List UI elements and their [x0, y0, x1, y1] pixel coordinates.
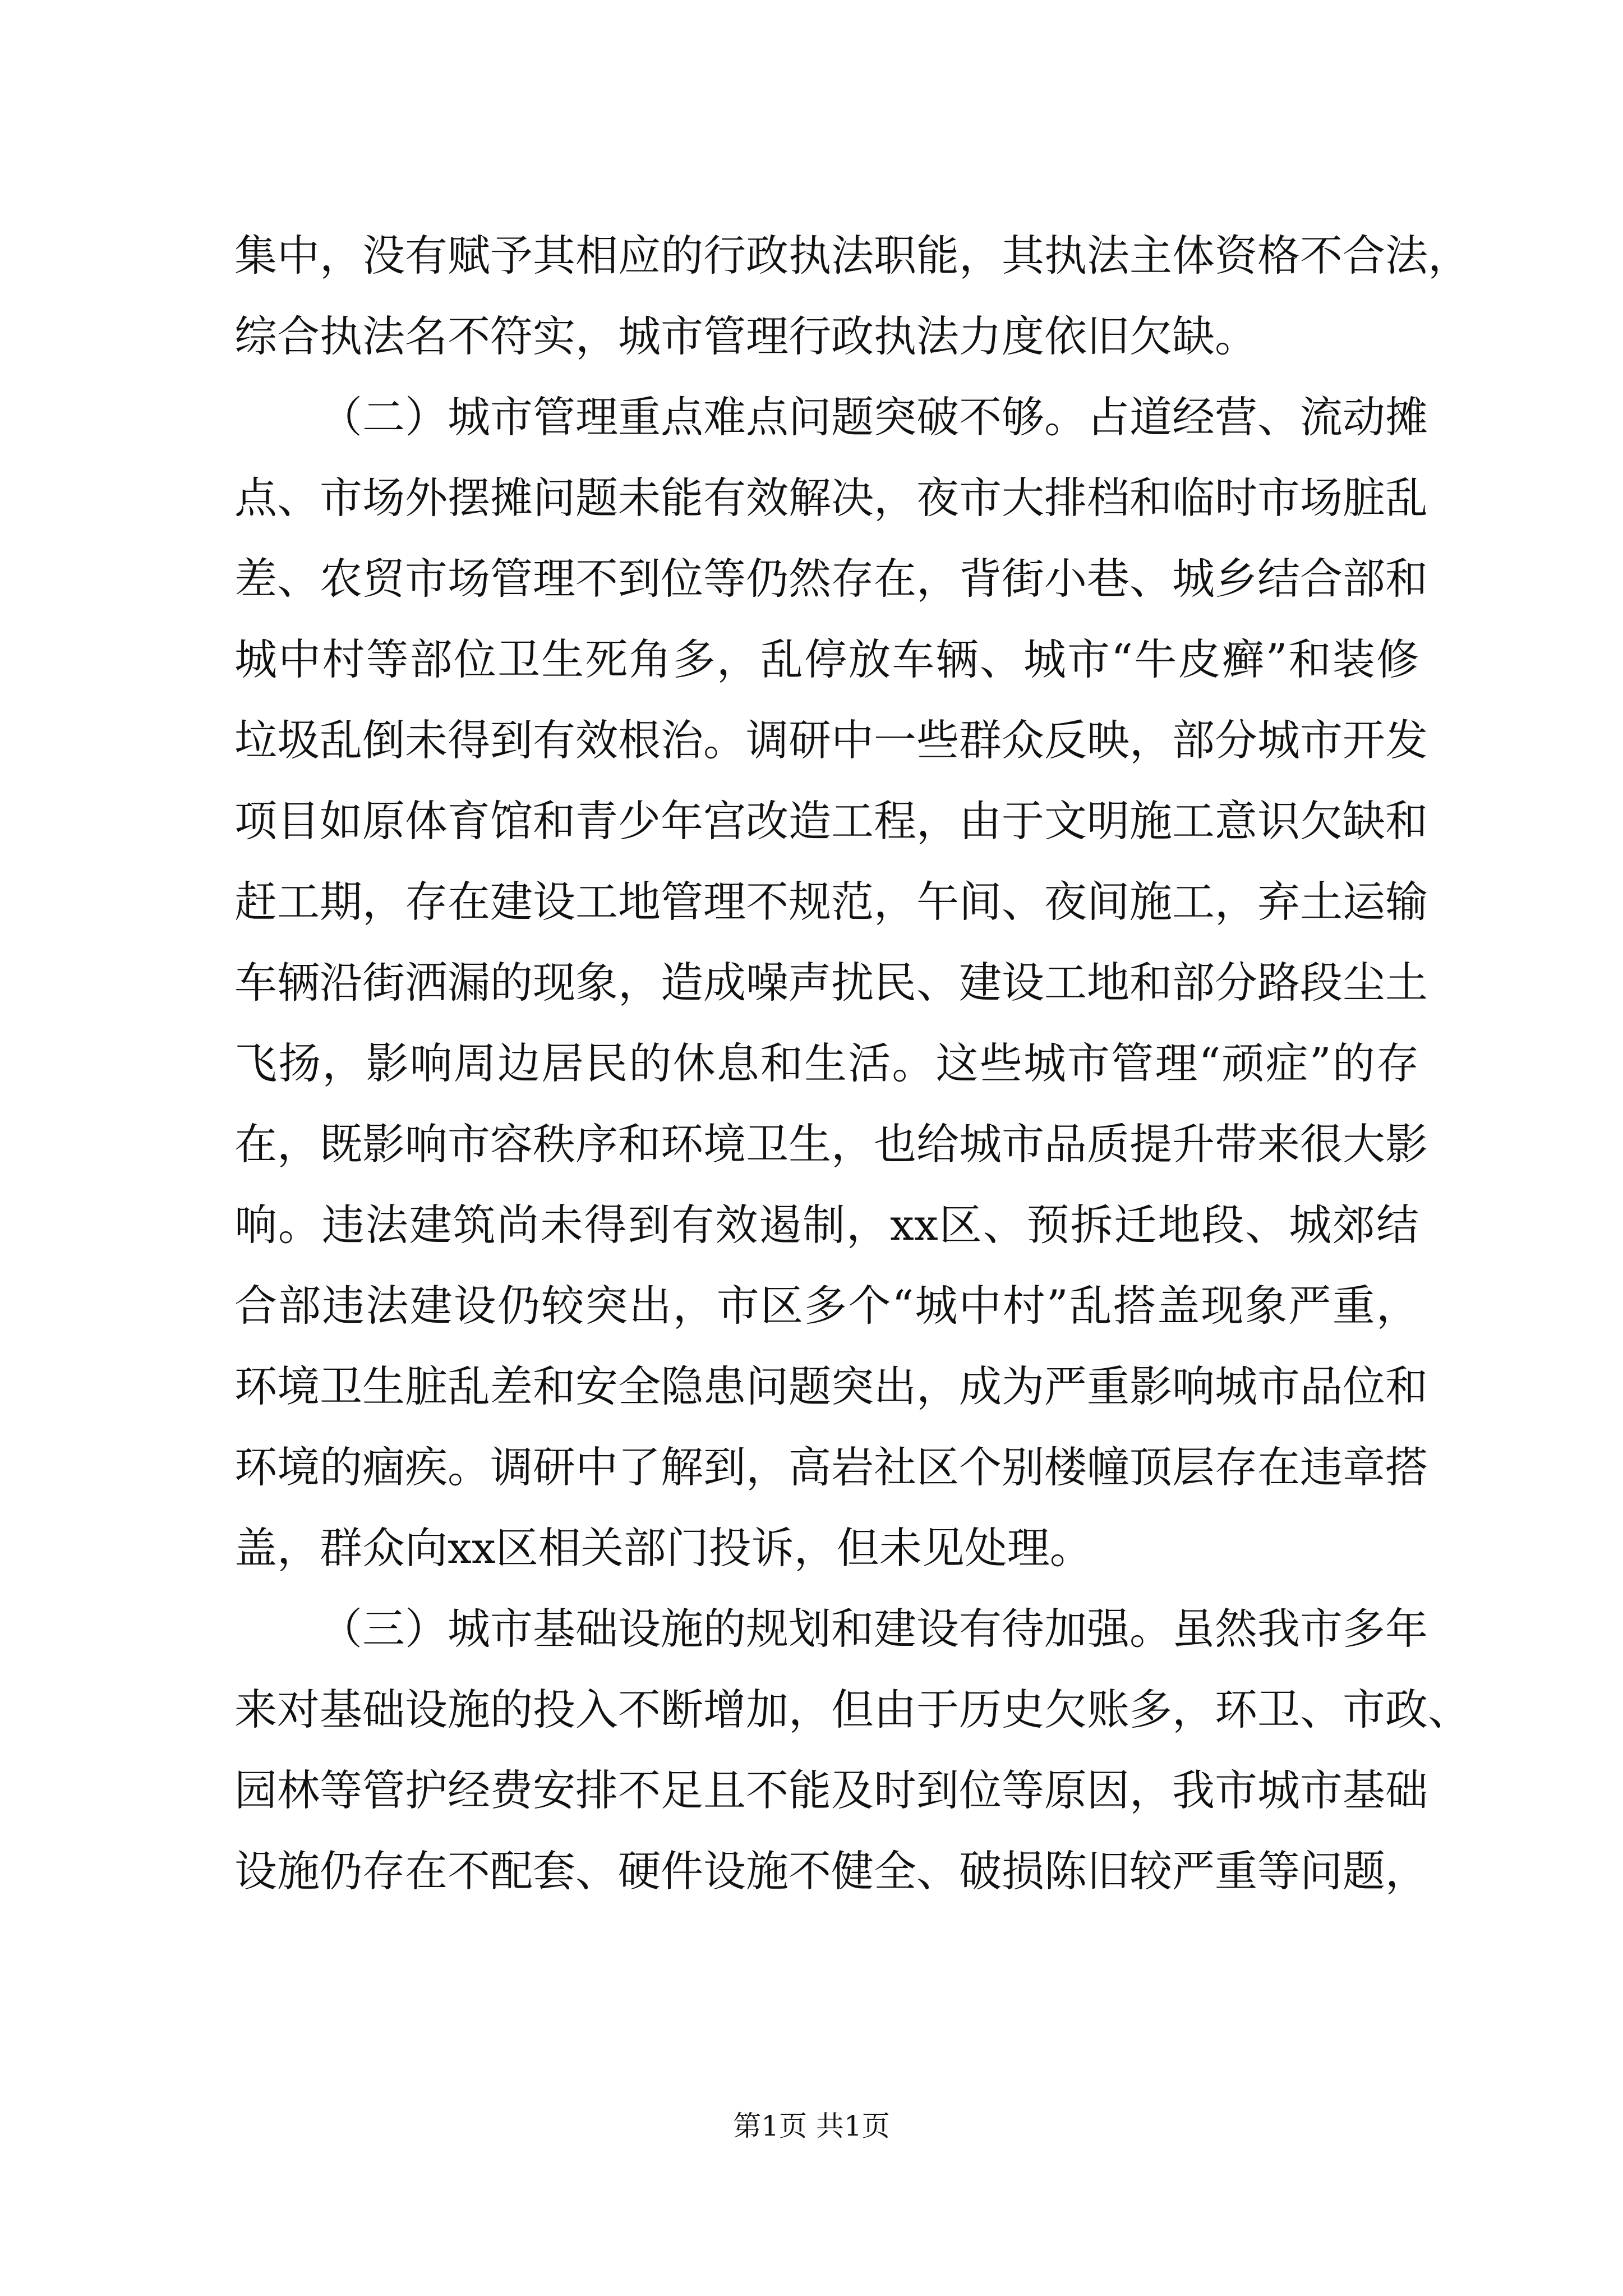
text-line: 环境卫生脏乱差和安全隐患问题突出，成为严重影响城市品位和 — [234, 1361, 1428, 1411]
text-line: 项目如原体育馆和青少年宫改造工程，由于文明施工意识欠缺和 — [234, 796, 1428, 846]
document-body — [234, 215, 1470, 1912]
text-line: 垃圾乱倒未得到有效根治。调研中一些群众反映，部分城市开发 — [234, 715, 1428, 765]
page-footer — [0, 2109, 1623, 2143]
text-line: 集中，没有赋予其相应的行政执法职能，其执法主体资格不合法， — [234, 231, 1470, 280]
text-line: 设施仍存在不配套、硬件设施不健全、破损陈旧较严重等问题， — [234, 1846, 1428, 1896]
text-line: 响。违法建筑尚未得到有效遏制，xx区、预拆迁地段、城郊结 — [234, 1200, 1419, 1250]
text-line: 在，既影响市容秩序和环境卫生，也给城市品质提升带来很大影 — [234, 1119, 1428, 1169]
text-line: 点、市场外摆摊问题未能有效解决，夜市大排档和临时市场脏乱 — [234, 473, 1428, 523]
paragraph-continuation — [234, 215, 1470, 377]
text-line: 综合执法名不符实，城市管理行政执法力度依旧欠缺。 — [234, 311, 1257, 361]
text-line: （二）城市管理重点难点问题突破不够。占道经营、流动摊 — [320, 392, 1428, 442]
text-line: （三）城市基础设施的规划和建设有待加强。虽然我市多年 — [320, 1604, 1428, 1654]
paragraph-section-3 — [234, 1589, 1470, 1912]
text-line: 盖，群众向xx区相关部门投诉，但未见处理。 — [234, 1523, 1092, 1573]
text-line: 环境的痼疾。调研中了解到，高岩社区个别楼幢顶层存在违章搭 — [234, 1442, 1428, 1492]
text-line: 车辆沿街洒漏的现象，造成噪声扰民、建设工地和部分路段尘土 — [234, 958, 1428, 1007]
text-line: 城中村等部位卫生死角多，乱停放车辆、城市“牛皮癣”和装修 — [234, 634, 1419, 684]
text-line: 园林等管护经费安排不足且不能及时到位等原因，我市城市基础 — [234, 1765, 1428, 1815]
paragraph-section-2 — [234, 377, 1428, 1589]
text-line: 合部违法建设仍较突出，市区多个“城中村”乱搭盖现象严重， — [234, 1281, 1419, 1331]
text-line: 来对基础设施的投入不断增加，但由于历史欠账多，环卫、市政、 — [234, 1685, 1470, 1734]
text-line: 飞扬，影响周边居民的休息和生活。这些城市管理“顽症”的存 — [234, 1038, 1419, 1088]
page-number-label: 第1页 共1页 — [733, 2110, 890, 2142]
text-line: 差、农贸市场管理不到位等仍然存在，背街小巷、城乡结合部和 — [234, 554, 1428, 604]
text-line: 赶工期，存在建设工地管理不规范，午间、夜间施工，弃土运输 — [234, 877, 1428, 927]
